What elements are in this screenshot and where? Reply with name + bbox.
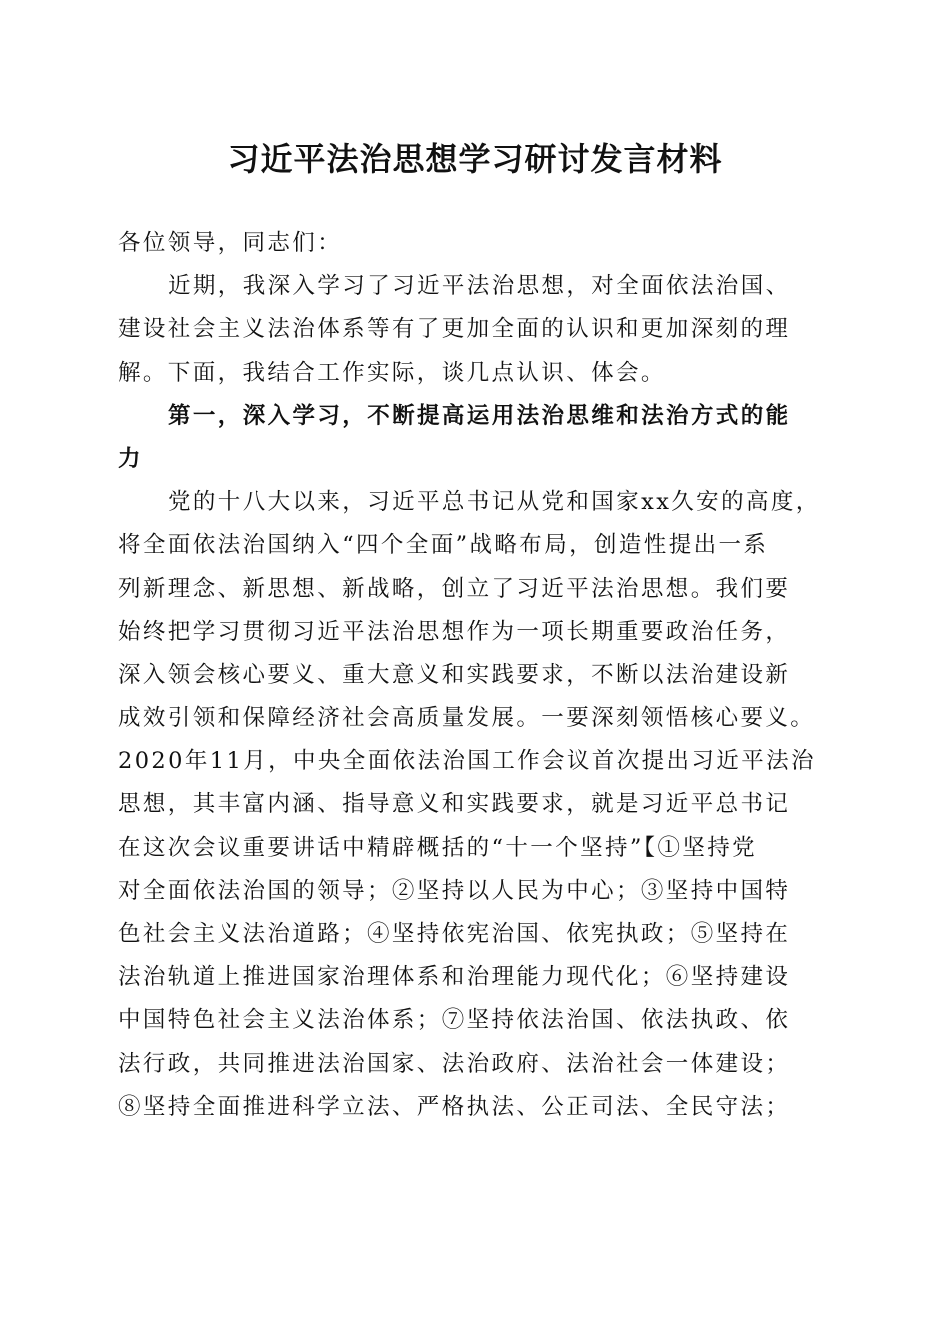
paragraph-line: 将全面依法治国纳入“四个全面”战略布局，创造性提出一系 [118, 532, 769, 559]
paragraph-line: 深入领会核心要义、重大意义和实践要求，不断以法治建设新 [118, 661, 791, 688]
paragraph-line: 色社会主义法治道路；④坚持依宪治国、依宪执政；⑤坚持在 [118, 921, 791, 947]
document-title: 习近平法治思想学习研讨发言材料 [227, 140, 723, 178]
paragraph-line: 法行政，共同推进法治国家、法治政府、法治社会一体建设； [118, 1050, 791, 1077]
paragraph-line: 近期，我深入学习了习近平法治思想，对全面依法治国、 [168, 273, 791, 300]
paragraph-line: 在这次会议重要讲话中精辟概括的“十一个坚持”【①坚持党 [118, 834, 758, 861]
paragraph-line: 列新理念、新思想、新战略，创立了习近平法治思想。我们要 [118, 575, 791, 602]
paragraph-line: 解。下面，我结合工作实际，谈几点认识、体会。 [118, 359, 666, 386]
paragraph-line: ⑧坚持全面推进科学立法、严格执法、公正司法、全民守法； [118, 1093, 791, 1120]
paragraph-line: 建设社会主义法治体系等有了更加全面的认识和更加深刻的理 [118, 316, 791, 343]
paragraph-line: 法治轨道上推进国家治理体系和治理能力现代化；⑥坚持建设 [118, 964, 791, 991]
paragraph-line: 始终把学习贯彻习近平法治思想作为一项长期重要政治任务， [118, 618, 791, 645]
paragraph-line: 思想，其丰富内涵、指导意义和实践要求，就是习近平总书记 [118, 791, 791, 818]
paragraph-line: 中国特色社会主义法治体系；⑦坚持依法治国、依法执政、依 [118, 1007, 791, 1034]
section-heading-line: 第一，深入学习，不断提高运用法治思维和法治方式的能 [168, 402, 791, 429]
paragraph-line: 党的十八大以来，习近平总书记从党和国家xx久安的高度， [168, 489, 821, 516]
section-heading-line: 力 [118, 445, 143, 472]
document-body [118, 222, 836, 1129]
paragraph-line: 成效引领和保障经济社会高质量发展。一要深刻领悟核心要义。 [118, 705, 816, 732]
salutation-line: 各位领导，同志们： [118, 230, 343, 256]
paragraph-line: 对全面依法治国的领导；②坚持以人民为中心；③坚持中国特 [118, 877, 791, 904]
paragraph-line: 2020年11月，中央全面依法治国工作会议首次提出习近平法治 [118, 748, 816, 775]
